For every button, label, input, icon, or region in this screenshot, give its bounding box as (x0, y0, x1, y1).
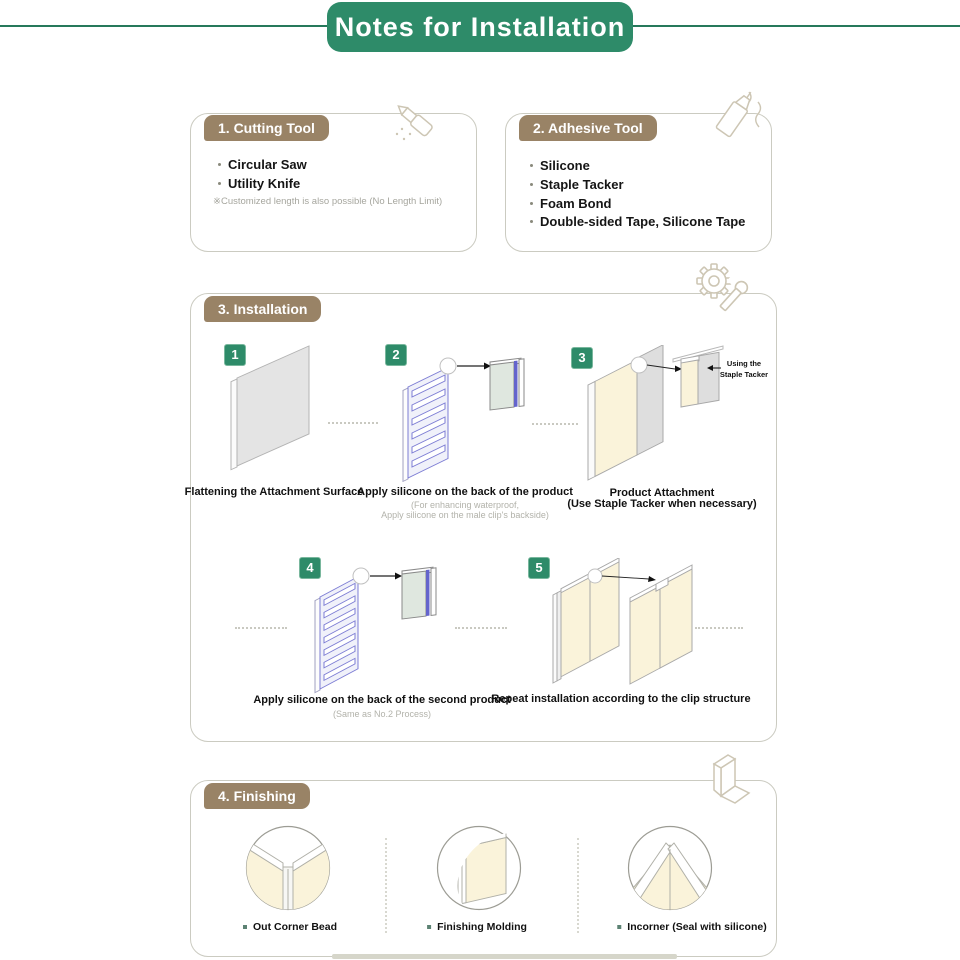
divider (385, 838, 387, 933)
finishing-molding-illustration (436, 825, 522, 911)
divider (235, 627, 287, 629)
cutting-note: ※Customized length is also possible (No Length Limit) (213, 196, 443, 207)
list-item: Double-sided Tape, Silicone Tape (530, 214, 745, 230)
step4-silicone-illustration (300, 555, 480, 700)
step-badge: 4 (299, 557, 321, 579)
adhesive-tool-label: 2. Adhesive Tool (519, 115, 657, 141)
annotation-line: Using the (726, 359, 762, 368)
step-badge: 5 (528, 557, 550, 579)
finishing-item-label: Out Corner Bead (243, 921, 337, 933)
page-bottom-bar (332, 954, 677, 959)
finishing-label: 4. Finishing (204, 783, 310, 809)
divider (577, 838, 579, 933)
corner-bead-icon (700, 750, 756, 812)
annotation-line: Staple Tacker (719, 370, 769, 379)
step-badge: 1 (224, 344, 246, 366)
finishing-item-label: Incorner (Seal with silicone) (617, 921, 766, 933)
step-subcaption: (Same as No.2 Process) (332, 709, 432, 719)
list-item: Circular Saw (218, 157, 307, 173)
cutting-tool-label: 1. Cutting Tool (204, 115, 329, 141)
incorner-illustration (627, 825, 713, 911)
list-item: Foam Bond (530, 196, 612, 212)
step1-panel-illustration (225, 345, 325, 485)
step3-attachment-illustration (585, 345, 740, 490)
step-subcaption: (For enhancing waterproof, (410, 500, 520, 510)
step5-repeat-illustration (545, 558, 745, 698)
utility-knife-icon (383, 90, 439, 148)
step-caption: Apply silicone on the back of the second product (253, 694, 511, 706)
step-caption: Apply silicone on the back of the product (357, 486, 573, 498)
step-caption: Flattening the Attachment Surface (184, 486, 364, 498)
list-item: Silicone (530, 158, 590, 174)
page-title: Notes for Installation (327, 2, 633, 52)
gear-wrench-icon (690, 260, 752, 322)
step-badge: 2 (385, 344, 407, 366)
list-item: Staple Tacker (530, 177, 624, 193)
list-item: Utility Knife (218, 176, 300, 192)
step-badge: 3 (571, 347, 593, 369)
silicone-gun-icon (698, 84, 770, 150)
out-corner-bead-illustration (245, 825, 331, 911)
installation-label: 3. Installation (204, 296, 321, 322)
step-caption: (Use Staple Tacker when necessary) (567, 498, 757, 510)
step-caption: Product Attachment (609, 487, 715, 499)
finishing-item-label: Finishing Molding (427, 921, 527, 933)
step-subcaption: Apply silicone on the male clip's backside) (381, 510, 549, 520)
divider (328, 422, 378, 424)
step-caption: Repeat installation according to the clip structure (491, 693, 751, 705)
step2-silicone-illustration (398, 350, 568, 490)
